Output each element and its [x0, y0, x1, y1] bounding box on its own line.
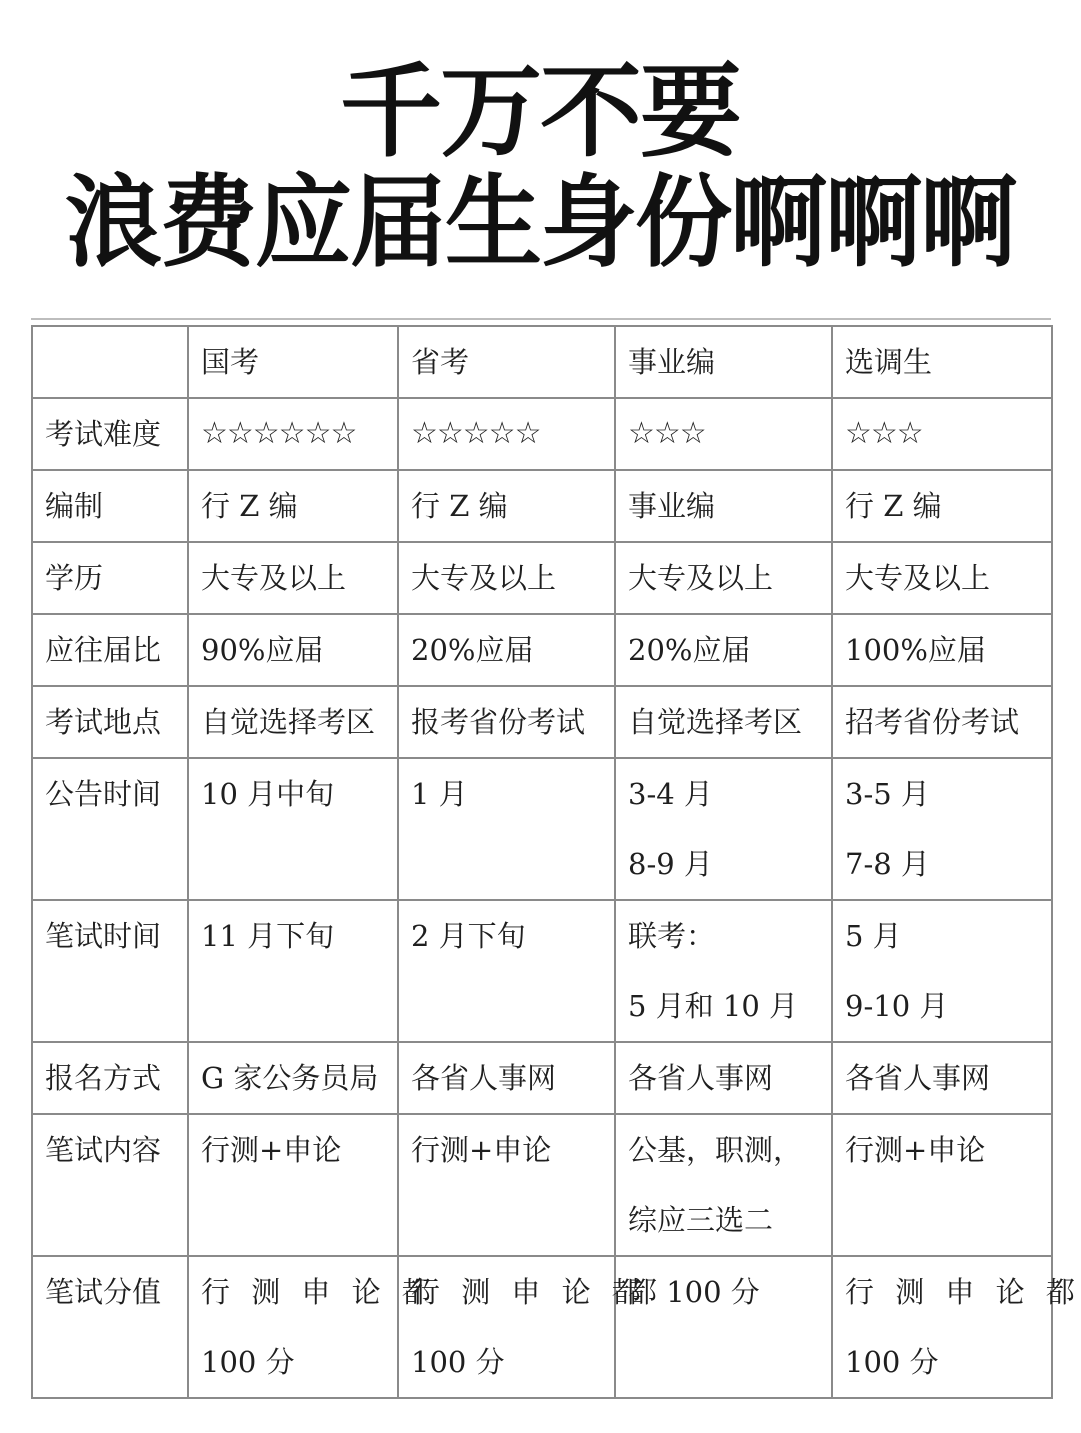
row-label: 应往届比 — [32, 614, 188, 686]
stars-rating: ☆☆☆ — [832, 398, 1052, 470]
table-cell: 行 Z 编 — [398, 470, 615, 542]
table-row-written-exam-time — [32, 900, 1052, 1042]
page-title-line-2: 浪费应届生身份啊啊啊 — [64, 164, 1016, 281]
table-cell: 各省人事网 — [615, 1042, 832, 1114]
row-label: 报名方式 — [32, 1042, 188, 1114]
table-cell: 11 月下旬 — [188, 900, 398, 1042]
table-row-exam-content — [32, 1114, 1052, 1256]
row-label: 笔试分值 — [32, 1256, 188, 1398]
table-cell: 3-4 月 8-9 月 — [615, 758, 832, 900]
table-cell: 行 测 申 论 都 100 分 — [188, 1256, 398, 1398]
table-cell: 20%应届 — [615, 614, 832, 686]
row-label: 笔试内容 — [32, 1114, 188, 1256]
table-row-exam-score — [32, 1256, 1052, 1398]
header-cell-guokao: 国考 — [188, 326, 398, 398]
table-row-announcement-time — [32, 758, 1052, 900]
table-cell: 1 月 — [398, 758, 615, 900]
table-cell: 20%应届 — [398, 614, 615, 686]
table-cell: 90%应届 — [188, 614, 398, 686]
table-cell: 行 测 申 论 都 100 分 — [398, 1256, 615, 1398]
stars-rating: ☆☆☆☆☆☆ — [188, 398, 398, 470]
row-label: 考试地点 — [32, 686, 188, 758]
table-cell: 行 测 申 论 都 100 分 — [832, 1256, 1052, 1398]
table-cell: 招考省份考试 — [832, 686, 1052, 758]
table-cell: 联考： 5 月和 10 月 — [615, 900, 832, 1042]
header-cell-shiyebian: 事业编 — [615, 326, 832, 398]
table-top-divider — [31, 318, 1051, 320]
table-cell: G 家公务员局 — [188, 1042, 398, 1114]
table-row-exam-location — [32, 686, 1052, 758]
stars-rating: ☆☆☆☆☆ — [398, 398, 615, 470]
table-cell: 行测+申论 — [188, 1114, 398, 1256]
row-label: 编制 — [32, 470, 188, 542]
table-row-registration-method — [32, 1042, 1052, 1114]
table-cell: 行 Z 编 — [832, 470, 1052, 542]
table-cell: 2 月下旬 — [398, 900, 615, 1042]
table-cell: 大专及以上 — [188, 542, 398, 614]
row-label: 笔试时间 — [32, 900, 188, 1042]
table-cell: 事业编 — [615, 470, 832, 542]
row-label: 公告时间 — [32, 758, 188, 900]
comparison-table — [31, 325, 1081, 1399]
table-row-graduate-ratio — [32, 614, 1052, 686]
table-cell: 都 100 分 — [615, 1256, 832, 1398]
row-label: 考试难度 — [32, 398, 188, 470]
table-cell: 行 Z 编 — [188, 470, 398, 542]
header-cell-empty — [32, 326, 188, 398]
table-cell: 各省人事网 — [398, 1042, 615, 1114]
table-cell: 报考省份考试 — [398, 686, 615, 758]
table-cell: 各省人事网 — [832, 1042, 1052, 1114]
table-row-education — [32, 542, 1052, 614]
table-cell: 大专及以上 — [398, 542, 615, 614]
table-cell: 行测+申论 — [398, 1114, 615, 1256]
stars-rating: ☆☆☆ — [615, 398, 832, 470]
table-cell: 3-5 月 7-8 月 — [832, 758, 1052, 900]
table-cell: 自觉选择考区 — [188, 686, 398, 758]
table-row-establishment — [32, 470, 1052, 542]
table-header-row — [32, 326, 1052, 398]
table-cell: 大专及以上 — [615, 542, 832, 614]
row-label: 学历 — [32, 542, 188, 614]
table-cell: 自觉选择考区 — [615, 686, 832, 758]
table-cell: 行测+申论 — [832, 1114, 1052, 1256]
page-title-line-1: 千万不要 — [340, 53, 740, 172]
table-row-difficulty — [32, 398, 1052, 470]
table-cell: 5 月 9-10 月 — [832, 900, 1052, 1042]
table-cell: 10 月中旬 — [188, 758, 398, 900]
table-cell: 公基，职测， 综应三选二 — [615, 1114, 832, 1256]
table-cell: 100%应届 — [832, 614, 1052, 686]
header-cell-xuandiaosheng: 选调生 — [832, 326, 1052, 398]
table-cell: 大专及以上 — [832, 542, 1052, 614]
header-cell-shengkao: 省考 — [398, 326, 615, 398]
